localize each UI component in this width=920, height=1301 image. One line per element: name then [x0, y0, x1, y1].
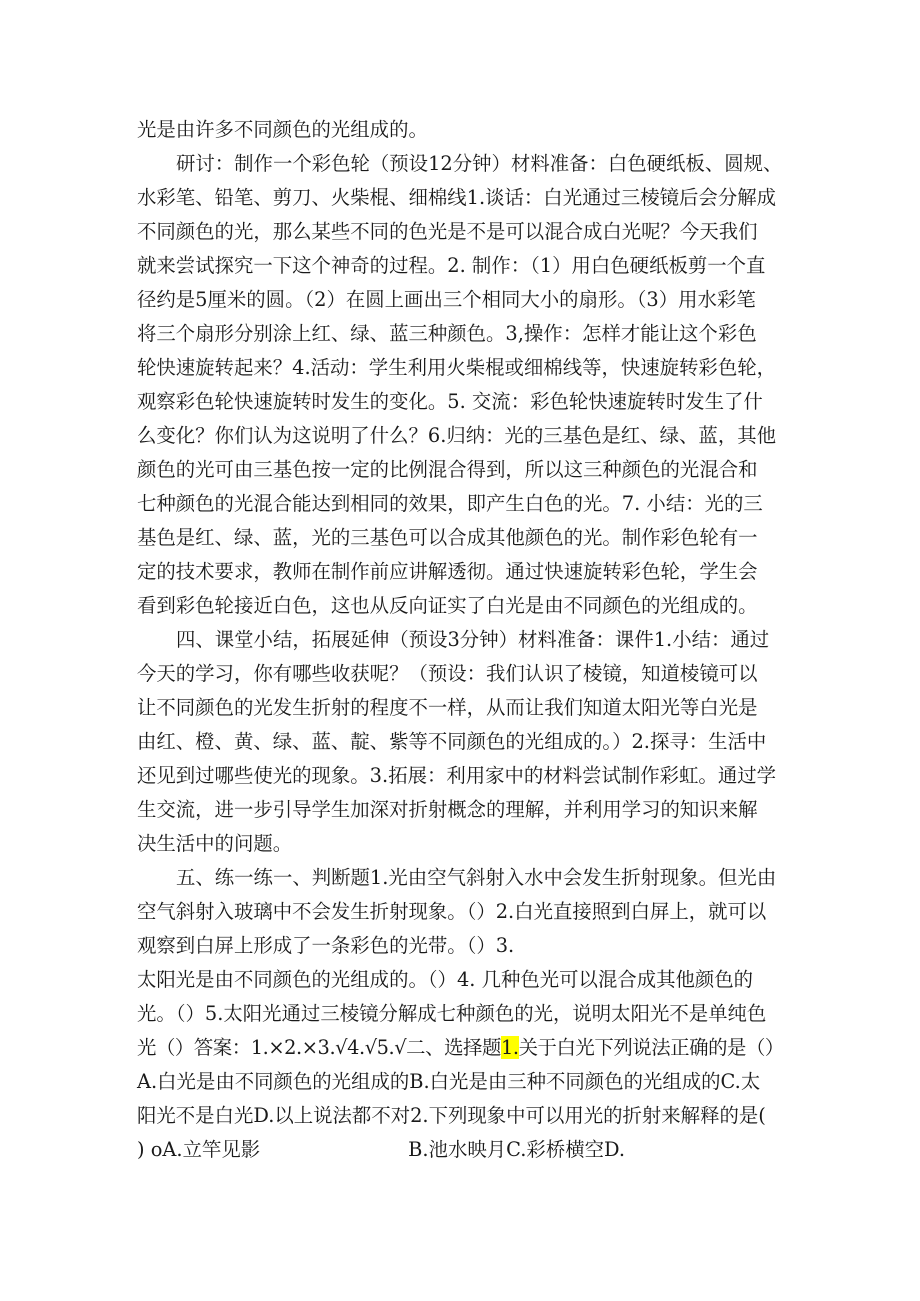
paragraph-start-line: 四、课堂小结，拓展延伸（预设3分钟）材料准备：课件1.小结：通过 [176, 628, 770, 651]
text-line: 还见到过哪些使光的现象。3.拓展：利用家中的材料尝试制作彩虹。通过学 [137, 764, 776, 787]
paragraph-start-line: 研讨：制作一个彩色轮（预设12分钟）材料准备：白色硬纸板、圆规、 [176, 152, 783, 175]
text-line: 决生活中的问题。 [137, 832, 293, 855]
answer-text: 光（）答案：1.×2.×3.√4.√5.√二、选择题 [137, 1036, 501, 1059]
text-line: 将三个扇形分别涂上红、绿、蓝三种颜色。3,操作：怎样才能让这个彩色 [137, 322, 757, 345]
text-line: 么变化？你们认为这说明了什么？6.归纳：光的三基色是红、绿、蓝，其他 [137, 424, 776, 447]
text-line: 就来尝试探究一下这个神奇的过程。2. 制作：（1）用白色硬纸板剪一个直 [137, 254, 766, 277]
text-line: 让不同颜色的光发生折射的程度不一样，从而让我们知道太阳光等白光是 [137, 696, 758, 719]
text-line: 轮快速旋转起来？4.活动：学生利用火柴棍或细棉线等，快速旋转彩色轮， [137, 356, 776, 379]
text-line: 定的技术要求，教师在制作前应讲解透彻。通过快速旋转彩色轮，学生会 [137, 560, 758, 583]
text-line: 七种颜色的光混合能达到相同的效果，即产生白色的光。7. 小结：光的三 [137, 492, 763, 515]
question-text: 关于白光下列说法正确的是（） [518, 1036, 784, 1059]
text-line: A.白光是由不同颜色的光组成的B.白光是由三种不同颜色的光组成的C.太 [137, 1070, 761, 1093]
text-line: 今天的学习，你有哪些收获呢？（预设：我们认识了棱镜，知道棱镜可以 [137, 662, 758, 685]
option-text: B.池水映月C.彩桥横空D. [408, 1138, 626, 1161]
text-line: 基色是红、绿、蓝，光的三基色可以合成其他颜色的光。制作彩色轮有一 [137, 526, 758, 549]
text-line: 空气斜射入玻璃中不会发生折射现象。（）2.白光直接照到白屏上，就可以 [137, 900, 767, 923]
text-line: 观察到白屏上形成了一条彩色的光带。（）3. [137, 934, 515, 957]
text-line: 颜色的光可由三基色按一定的比例混合得到，所以这三种颜色的光混合和 [137, 458, 758, 481]
text-line: 看到彩色轮接近白色，这也从反向证实了白光是由不同颜色的光组成的。 [137, 594, 758, 617]
text-line [137, 1133, 625, 1167]
highlighted-number: 1. [500, 1036, 519, 1059]
text-line: 太阳光是由不同颜色的光组成的。（）4. 几种色光可以混合成其他颜色的 [137, 968, 754, 991]
text-line: 光。（）5.太阳光通过三棱镜分解成七种颜色的光，说明太阳光不是单纯色 [137, 1002, 767, 1025]
text-line: 阳光不是白光D.以上说法都不对2.下列现象中可以用光的折射来解释的是( [137, 1104, 766, 1127]
text-line [137, 1031, 784, 1065]
text-line: 水彩笔、铅笔、剪刀、火柴棍、细棉线1.谈话：白光通过三棱镜后会分解成 [137, 186, 776, 209]
text-line: 由红、橙、黄、绿、蓝、靛、紫等不同颜色的光组成的。）2.探寻：生活中 [137, 730, 767, 753]
text-line: 观察彩色轮快速旋转时发生的变化。5. 交流：彩色轮快速旋转时发生了什 [137, 390, 763, 413]
option-text: ) oA.立竿见影 [137, 1138, 261, 1161]
text-line: 光是由许多不同颜色的光组成的。 [137, 118, 428, 141]
text-line: 不同颜色的光，那么某些不同的色光是不是可以混合成白光呢？今天我们 [137, 220, 758, 243]
text-line: 生交流，进一步引导学生加深对折射概念的理解，并利用学习的知识来解 [137, 798, 758, 821]
text-line: 径约是5厘米的圆。（2）在圆上画出三个相同大小的扇形。（3）用水彩笔 [137, 288, 756, 311]
paragraph-start-line: 五、练一练一、判断题1.光由空气斜射入水中会发生折射现象。但光由 [176, 866, 777, 889]
